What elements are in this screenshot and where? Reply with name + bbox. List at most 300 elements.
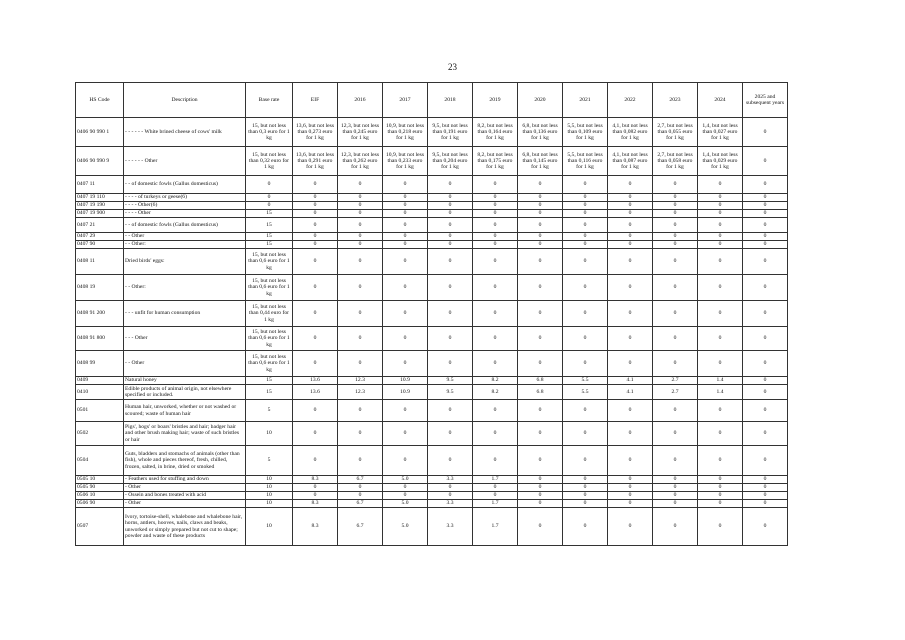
- rate-cell: 1.4: [698, 377, 743, 385]
- rate-cell: 0: [518, 194, 563, 202]
- rate-cell: 0: [743, 500, 788, 508]
- rate-cell: 0: [293, 194, 338, 202]
- rate-cell: 0: [608, 422, 653, 446]
- rate-cell: 0: [608, 400, 653, 422]
- base-rate-cell: 15, but not less than 0,6 euro for 1 kg: [246, 327, 293, 351]
- rate-cell: 0: [608, 508, 653, 546]
- rate-cell: 3.3: [428, 508, 473, 546]
- rate-cell: 0: [383, 233, 428, 241]
- rate-cell: 0: [338, 327, 383, 351]
- rate-cell: 2,7, but not less than 0,055 euro for 1 kg: [653, 118, 698, 147]
- rate-cell: 0: [653, 484, 698, 492]
- rate-cell: 0: [743, 492, 788, 500]
- rate-cell: 0: [338, 351, 383, 377]
- hs-code-cell: 0506 90: [76, 500, 124, 508]
- rate-cell: 0: [743, 385, 788, 400]
- rate-cell: 0: [338, 492, 383, 500]
- rate-cell: 1.4: [698, 385, 743, 400]
- rate-cell: 2.7: [653, 385, 698, 400]
- rate-cell: 0: [563, 500, 608, 508]
- rate-cell: 0: [698, 508, 743, 546]
- rate-cell: 0: [473, 202, 518, 210]
- rate-cell: 0: [428, 492, 473, 500]
- description-cell: - - - Other: [124, 327, 246, 351]
- description-cell: Ivory, tortoise-shell, whalebone and whalebone hair, horns, antlers, hooves, nails, claws and beaks, unworked or simply prepared but not cut to shape; powder and waste of these products: [124, 508, 246, 546]
- description-cell: Edible products of animal origin, not elsewhere specified or included.: [124, 385, 246, 400]
- rate-cell: 1,4, but not less than 0,029 euro for 1 kg: [698, 147, 743, 176]
- rate-cell: 0: [473, 210, 518, 218]
- rate-cell: 0: [743, 275, 788, 301]
- rate-cell: 2.7: [653, 377, 698, 385]
- rate-cell: 0: [428, 233, 473, 241]
- rate-cell: 0: [293, 301, 338, 327]
- rate-cell: 0: [743, 241, 788, 249]
- rate-cell: 5,5, but not less than 0,116 euro for 1 kg: [563, 147, 608, 176]
- rate-cell: 0: [743, 508, 788, 546]
- description-cell: - Other: [124, 500, 246, 508]
- rate-cell: 0: [518, 176, 563, 194]
- rate-cell: 0: [338, 210, 383, 218]
- rate-cell: 0: [518, 210, 563, 218]
- rate-cell: 1.7: [473, 476, 518, 484]
- rate-cell: 0: [743, 210, 788, 218]
- rate-cell: 0: [608, 492, 653, 500]
- hs-code-cell: 0408 99: [76, 351, 124, 377]
- rate-cell: 0: [698, 500, 743, 508]
- rate-cell: 0: [428, 327, 473, 351]
- rate-cell: 0: [608, 202, 653, 210]
- rate-cell: 5.0: [383, 500, 428, 508]
- description-cell: - - - - - - Other: [124, 147, 246, 176]
- rate-cell: 0: [518, 400, 563, 422]
- rate-cell: 0: [743, 202, 788, 210]
- rate-cell: 0: [698, 484, 743, 492]
- rate-cell: 0: [518, 275, 563, 301]
- page-number: 23: [448, 62, 457, 72]
- rate-cell: 0: [293, 327, 338, 351]
- header-2023: 2023: [653, 83, 698, 118]
- base-rate-cell: 15, but not less than 0,3 euro for 1 kg: [246, 118, 293, 147]
- rate-cell: 0: [563, 233, 608, 241]
- rate-cell: 0: [428, 218, 473, 233]
- rate-cell: 0: [338, 233, 383, 241]
- rate-cell: 12.3: [338, 377, 383, 385]
- description-cell: Pigs', hogs' or boars' bristles and hair; badger hair and other brush making hair; waste of such bristles or hair: [124, 422, 246, 446]
- rate-cell: 0: [743, 327, 788, 351]
- rate-cell: 0: [653, 422, 698, 446]
- rate-cell: 9,5, but not less than 0,204 euro for 1 kg: [428, 147, 473, 176]
- rate-cell: 0: [383, 176, 428, 194]
- rate-cell: 0: [698, 422, 743, 446]
- rate-cell: 0: [608, 275, 653, 301]
- rate-cell: 0: [473, 218, 518, 233]
- rate-cell: 13,6, but not less than 0,273 euro for 1 kg: [293, 118, 338, 147]
- rate-cell: 0: [563, 210, 608, 218]
- rate-cell: 0: [743, 176, 788, 194]
- rate-cell: 0: [338, 241, 383, 249]
- description-cell: - - - - - - White brined cheese of cows' milk: [124, 118, 246, 147]
- description-cell: - - Other:: [124, 275, 246, 301]
- rate-cell: 0: [698, 194, 743, 202]
- table-row: [76, 218, 788, 233]
- rate-cell: 0: [338, 249, 383, 275]
- rate-cell: 0: [653, 500, 698, 508]
- table-row: [76, 241, 788, 249]
- rate-cell: 0: [698, 176, 743, 194]
- rate-cell: 6.8: [518, 377, 563, 385]
- base-rate-cell: 10: [246, 422, 293, 446]
- base-rate-cell: 15: [246, 377, 293, 385]
- base-rate-cell: 5: [246, 446, 293, 476]
- rate-cell: 0: [518, 422, 563, 446]
- rate-cell: 0: [383, 202, 428, 210]
- rate-cell: 6,8, but not less than 0,136 euro for 1 kg: [518, 118, 563, 147]
- rate-cell: 0: [428, 446, 473, 476]
- hs-code-cell: 0410: [76, 385, 124, 400]
- base-rate-cell: 10: [246, 492, 293, 500]
- rate-cell: 0: [563, 194, 608, 202]
- rate-cell: 3.3: [428, 476, 473, 484]
- rate-cell: 0: [518, 249, 563, 275]
- rate-cell: 4,1, but not less than 0,082 euro for 1 kg: [608, 118, 653, 147]
- rate-cell: 0: [563, 327, 608, 351]
- rate-cell: 0: [518, 476, 563, 484]
- rate-cell: 0: [653, 301, 698, 327]
- base-rate-cell: 15, but not less than 0,44 euro for 1 kg: [246, 301, 293, 327]
- rate-cell: 0: [518, 484, 563, 492]
- rate-cell: 0: [608, 241, 653, 249]
- rate-cell: 0: [653, 241, 698, 249]
- base-rate-cell: 15, but not less than 0,32 euro for 1 kg: [246, 147, 293, 176]
- rate-cell: 8,2, but not less than 0,175 euro for 1 kg: [473, 147, 518, 176]
- hs-code-cell: 0504: [76, 446, 124, 476]
- rate-cell: 10.9: [383, 377, 428, 385]
- rate-cell: 0: [473, 241, 518, 249]
- description-cell: - - of domestic fowls (Gallus domesticus): [124, 176, 246, 194]
- rate-cell: 0: [338, 275, 383, 301]
- rate-cell: 4,1, but not less than 0,087 euro for 1 kg: [608, 147, 653, 176]
- rate-cell: 0: [653, 210, 698, 218]
- rate-cell: 0: [383, 351, 428, 377]
- rate-cell: 0: [428, 194, 473, 202]
- description-cell: - - of domestic fowls (Gallus domesticus): [124, 218, 246, 233]
- rate-cell: 0: [473, 327, 518, 351]
- rate-cell: 0: [428, 484, 473, 492]
- rate-cell: 0: [608, 446, 653, 476]
- table-row: [76, 492, 788, 500]
- rate-cell: 6.7: [338, 500, 383, 508]
- hs-code-cell: 0408 91 800: [76, 327, 124, 351]
- table-row: [76, 327, 788, 351]
- rate-cell: 0: [293, 249, 338, 275]
- base-rate-cell: 0: [246, 202, 293, 210]
- rate-cell: 0: [518, 218, 563, 233]
- header-2021: 2021: [563, 83, 608, 118]
- rate-cell: 0: [383, 400, 428, 422]
- rate-cell: 0: [653, 202, 698, 210]
- rate-cell: 0: [338, 202, 383, 210]
- rate-cell: 0: [383, 301, 428, 327]
- table-row: [76, 484, 788, 492]
- rate-cell: 0: [608, 218, 653, 233]
- table-row: [76, 147, 788, 176]
- rate-cell: 13.6: [293, 385, 338, 400]
- base-rate-cell: 15: [246, 241, 293, 249]
- description-cell: - - - - of turkeys or geese(6): [124, 194, 246, 202]
- rate-cell: 0: [743, 351, 788, 377]
- rate-cell: 0: [338, 400, 383, 422]
- table-row: [76, 202, 788, 210]
- rate-cell: 8.2: [473, 385, 518, 400]
- tariff-schedule-table: [75, 82, 788, 546]
- rate-cell: 0: [383, 492, 428, 500]
- rate-cell: 9.5: [428, 385, 473, 400]
- rate-cell: 0: [473, 249, 518, 275]
- rate-cell: 0: [428, 351, 473, 377]
- base-rate-cell: 10: [246, 508, 293, 546]
- rate-cell: 0: [743, 484, 788, 492]
- table-row: [76, 249, 788, 275]
- rate-cell: 0: [563, 241, 608, 249]
- rate-cell: 0: [698, 241, 743, 249]
- table-row: [76, 301, 788, 327]
- base-rate-cell: 15: [246, 385, 293, 400]
- hs-code-cell: 0406 90 990 9: [76, 147, 124, 176]
- rate-cell: 0: [473, 484, 518, 492]
- description-cell: - Feathers used for stuffing and down: [124, 476, 246, 484]
- base-rate-cell: 15, but not less than 0,6 euro for 1 kg: [246, 275, 293, 301]
- header-eif: EIF: [293, 83, 338, 118]
- hs-code-cell: 0407 90: [76, 241, 124, 249]
- rate-cell: 0: [743, 476, 788, 484]
- rate-cell: 9,5, but not less than 0,191 euro for 1 kg: [428, 118, 473, 147]
- table-row: [76, 176, 788, 194]
- rate-cell: 0: [563, 351, 608, 377]
- rate-cell: 0: [518, 241, 563, 249]
- rate-cell: 9.5: [428, 377, 473, 385]
- rate-cell: 1,4, but not less than 0,027 euro for 1 kg: [698, 118, 743, 147]
- rate-cell: 0: [293, 233, 338, 241]
- rate-cell: 0: [743, 218, 788, 233]
- base-rate-cell: 0: [246, 194, 293, 202]
- rate-cell: 0: [563, 249, 608, 275]
- rate-cell: 0: [563, 218, 608, 233]
- hs-code-cell: 0407 19 110: [76, 194, 124, 202]
- rate-cell: 8.3: [293, 476, 338, 484]
- hs-code-cell: 0501: [76, 400, 124, 422]
- base-rate-cell: 10: [246, 484, 293, 492]
- header-2025-subsequent: 2025 and subsequent years: [743, 83, 788, 118]
- description-cell: - - - - Other: [124, 210, 246, 218]
- description-cell: Natural honey: [124, 377, 246, 385]
- rate-cell: 0: [653, 446, 698, 476]
- rate-cell: 8.3: [293, 508, 338, 546]
- rate-cell: 12,3, but not less than 0,245 euro for 1 kg: [338, 118, 383, 147]
- base-rate-cell: 10: [246, 500, 293, 508]
- table-row: [76, 385, 788, 400]
- table-row: [76, 508, 788, 546]
- hs-code-cell: 0409: [76, 377, 124, 385]
- base-rate-cell: 15, but not less than 0,6 euro for 1 kg: [246, 351, 293, 377]
- rate-cell: 0: [608, 301, 653, 327]
- hs-code-cell: 0505 10: [76, 476, 124, 484]
- rate-cell: 0: [743, 118, 788, 147]
- rate-cell: 0: [518, 233, 563, 241]
- hs-code-cell: 0505 90: [76, 484, 124, 492]
- rate-cell: 0: [743, 377, 788, 385]
- rate-cell: 10,9, but not less than 0,233 euro for 1 kg: [383, 147, 428, 176]
- rate-cell: 0: [608, 233, 653, 241]
- rate-cell: 0: [338, 301, 383, 327]
- rate-cell: 0: [698, 210, 743, 218]
- description-cell: Human hair, unworked, whether or not washed or scoured; waste of human hair: [124, 400, 246, 422]
- description-cell: - - - - Other(6): [124, 202, 246, 210]
- rate-cell: 0: [383, 218, 428, 233]
- header-2019: 2019: [473, 83, 518, 118]
- rate-cell: 5,5, but not less than 0,109 euro for 1 kg: [563, 118, 608, 147]
- rate-cell: 5.0: [383, 508, 428, 546]
- table-row: [76, 233, 788, 241]
- rate-cell: 0: [743, 400, 788, 422]
- rate-cell: 0: [743, 249, 788, 275]
- header-2024: 2024: [698, 83, 743, 118]
- table-row: [76, 351, 788, 377]
- header-2022: 2022: [608, 83, 653, 118]
- rate-cell: 0: [743, 422, 788, 446]
- description-cell: - - Other:: [124, 241, 246, 249]
- description-cell: - - Other: [124, 351, 246, 377]
- rate-cell: 0: [563, 202, 608, 210]
- rate-cell: 0: [698, 275, 743, 301]
- rate-cell: 0: [473, 194, 518, 202]
- rate-cell: 0: [608, 210, 653, 218]
- rate-cell: 0: [383, 249, 428, 275]
- rate-cell: 0: [698, 233, 743, 241]
- hs-code-cell: 0407 11: [76, 176, 124, 194]
- rate-cell: 0: [338, 194, 383, 202]
- hs-code-cell: 0407 19 190: [76, 202, 124, 210]
- rate-cell: 0: [698, 492, 743, 500]
- rate-cell: 0: [428, 249, 473, 275]
- rate-cell: 0: [563, 476, 608, 484]
- header-2018: 2018: [428, 83, 473, 118]
- table-row: [76, 422, 788, 446]
- table-row: [76, 446, 788, 476]
- base-rate-cell: 15: [246, 233, 293, 241]
- rate-cell: 5.5: [563, 385, 608, 400]
- rate-cell: 0: [293, 241, 338, 249]
- rate-cell: 8.2: [473, 377, 518, 385]
- rate-cell: 0: [743, 147, 788, 176]
- rate-cell: 6,8, but not less than 0,145 euro for 1 kg: [518, 147, 563, 176]
- description-cell: - - - unfit for human consumption: [124, 301, 246, 327]
- table-row: [76, 377, 788, 385]
- rate-cell: 0: [428, 400, 473, 422]
- rate-cell: 5.0: [383, 476, 428, 484]
- rate-cell: 0: [653, 327, 698, 351]
- rate-cell: 0: [743, 446, 788, 476]
- hs-code-cell: 0502: [76, 422, 124, 446]
- table-row: [76, 118, 788, 147]
- rate-cell: 0: [293, 202, 338, 210]
- rate-cell: 0: [563, 508, 608, 546]
- rate-cell: 0: [293, 446, 338, 476]
- rate-cell: 0: [653, 492, 698, 500]
- hs-code-cell: 0408 11: [76, 249, 124, 275]
- description-cell: Guts, bladders and stomachs of animals (other than fish), whole and pieces thereof, fresh, chilled, frozen, salted, in brine, dried or smoked: [124, 446, 246, 476]
- description-cell: - Ossein and bones treated with acid: [124, 492, 246, 500]
- rate-cell: 0: [563, 400, 608, 422]
- rate-cell: 8.3: [293, 500, 338, 508]
- rate-cell: 6.7: [338, 508, 383, 546]
- rate-cell: 0: [698, 218, 743, 233]
- table-row: [76, 500, 788, 508]
- rate-cell: 0: [608, 249, 653, 275]
- header-2020: 2020: [518, 83, 563, 118]
- rate-cell: 0: [518, 508, 563, 546]
- rate-cell: 8,2, but not less than 0,164 euro for 1 kg: [473, 118, 518, 147]
- hs-code-cell: 0406 90 990 1: [76, 118, 124, 147]
- rate-cell: 0: [698, 249, 743, 275]
- description-cell: - Other: [124, 484, 246, 492]
- base-rate-cell: 0: [246, 176, 293, 194]
- rate-cell: 0: [563, 484, 608, 492]
- rate-cell: 0: [293, 400, 338, 422]
- rate-cell: 0: [518, 351, 563, 377]
- rate-cell: 0: [518, 446, 563, 476]
- rate-cell: 0: [293, 218, 338, 233]
- hs-code-cell: 0407 19 900: [76, 210, 124, 218]
- rate-cell: 6.8: [518, 385, 563, 400]
- base-rate-cell: 15: [246, 218, 293, 233]
- hs-code-cell: 0408 91 200: [76, 301, 124, 327]
- rate-cell: 0: [428, 422, 473, 446]
- rate-cell: 0: [293, 492, 338, 500]
- rate-cell: 0: [653, 194, 698, 202]
- rate-cell: 0: [518, 202, 563, 210]
- rate-cell: 0: [383, 422, 428, 446]
- rate-cell: 4.1: [608, 377, 653, 385]
- rate-cell: 0: [383, 446, 428, 476]
- rate-cell: 0: [743, 301, 788, 327]
- rate-cell: 0: [518, 492, 563, 500]
- rate-cell: 12.3: [338, 385, 383, 400]
- hs-code-cell: 0408 19: [76, 275, 124, 301]
- table-row: [76, 275, 788, 301]
- rate-cell: 0: [338, 422, 383, 446]
- rate-cell: 2,7, but not less than 0,058 euro for 1 kg: [653, 147, 698, 176]
- rate-cell: 0: [608, 194, 653, 202]
- rate-cell: 0: [293, 210, 338, 218]
- rate-cell: 0: [473, 176, 518, 194]
- table-row: [76, 400, 788, 422]
- rate-cell: 0: [653, 351, 698, 377]
- base-rate-cell: 15, but not less than 0,6 euro for 1 kg: [246, 249, 293, 275]
- rate-cell: 0: [428, 210, 473, 218]
- rate-cell: 13.6: [293, 377, 338, 385]
- rate-cell: 0: [698, 476, 743, 484]
- rate-cell: 0: [383, 275, 428, 301]
- rate-cell: 0: [743, 194, 788, 202]
- rate-cell: 0: [338, 446, 383, 476]
- rate-cell: 0: [473, 400, 518, 422]
- description-cell: Dried birds' eggs:: [124, 249, 246, 275]
- rate-cell: 3.3: [428, 500, 473, 508]
- table-row: [76, 194, 788, 202]
- base-rate-cell: 15: [246, 210, 293, 218]
- rate-cell: 0: [698, 202, 743, 210]
- rate-cell: 0: [338, 484, 383, 492]
